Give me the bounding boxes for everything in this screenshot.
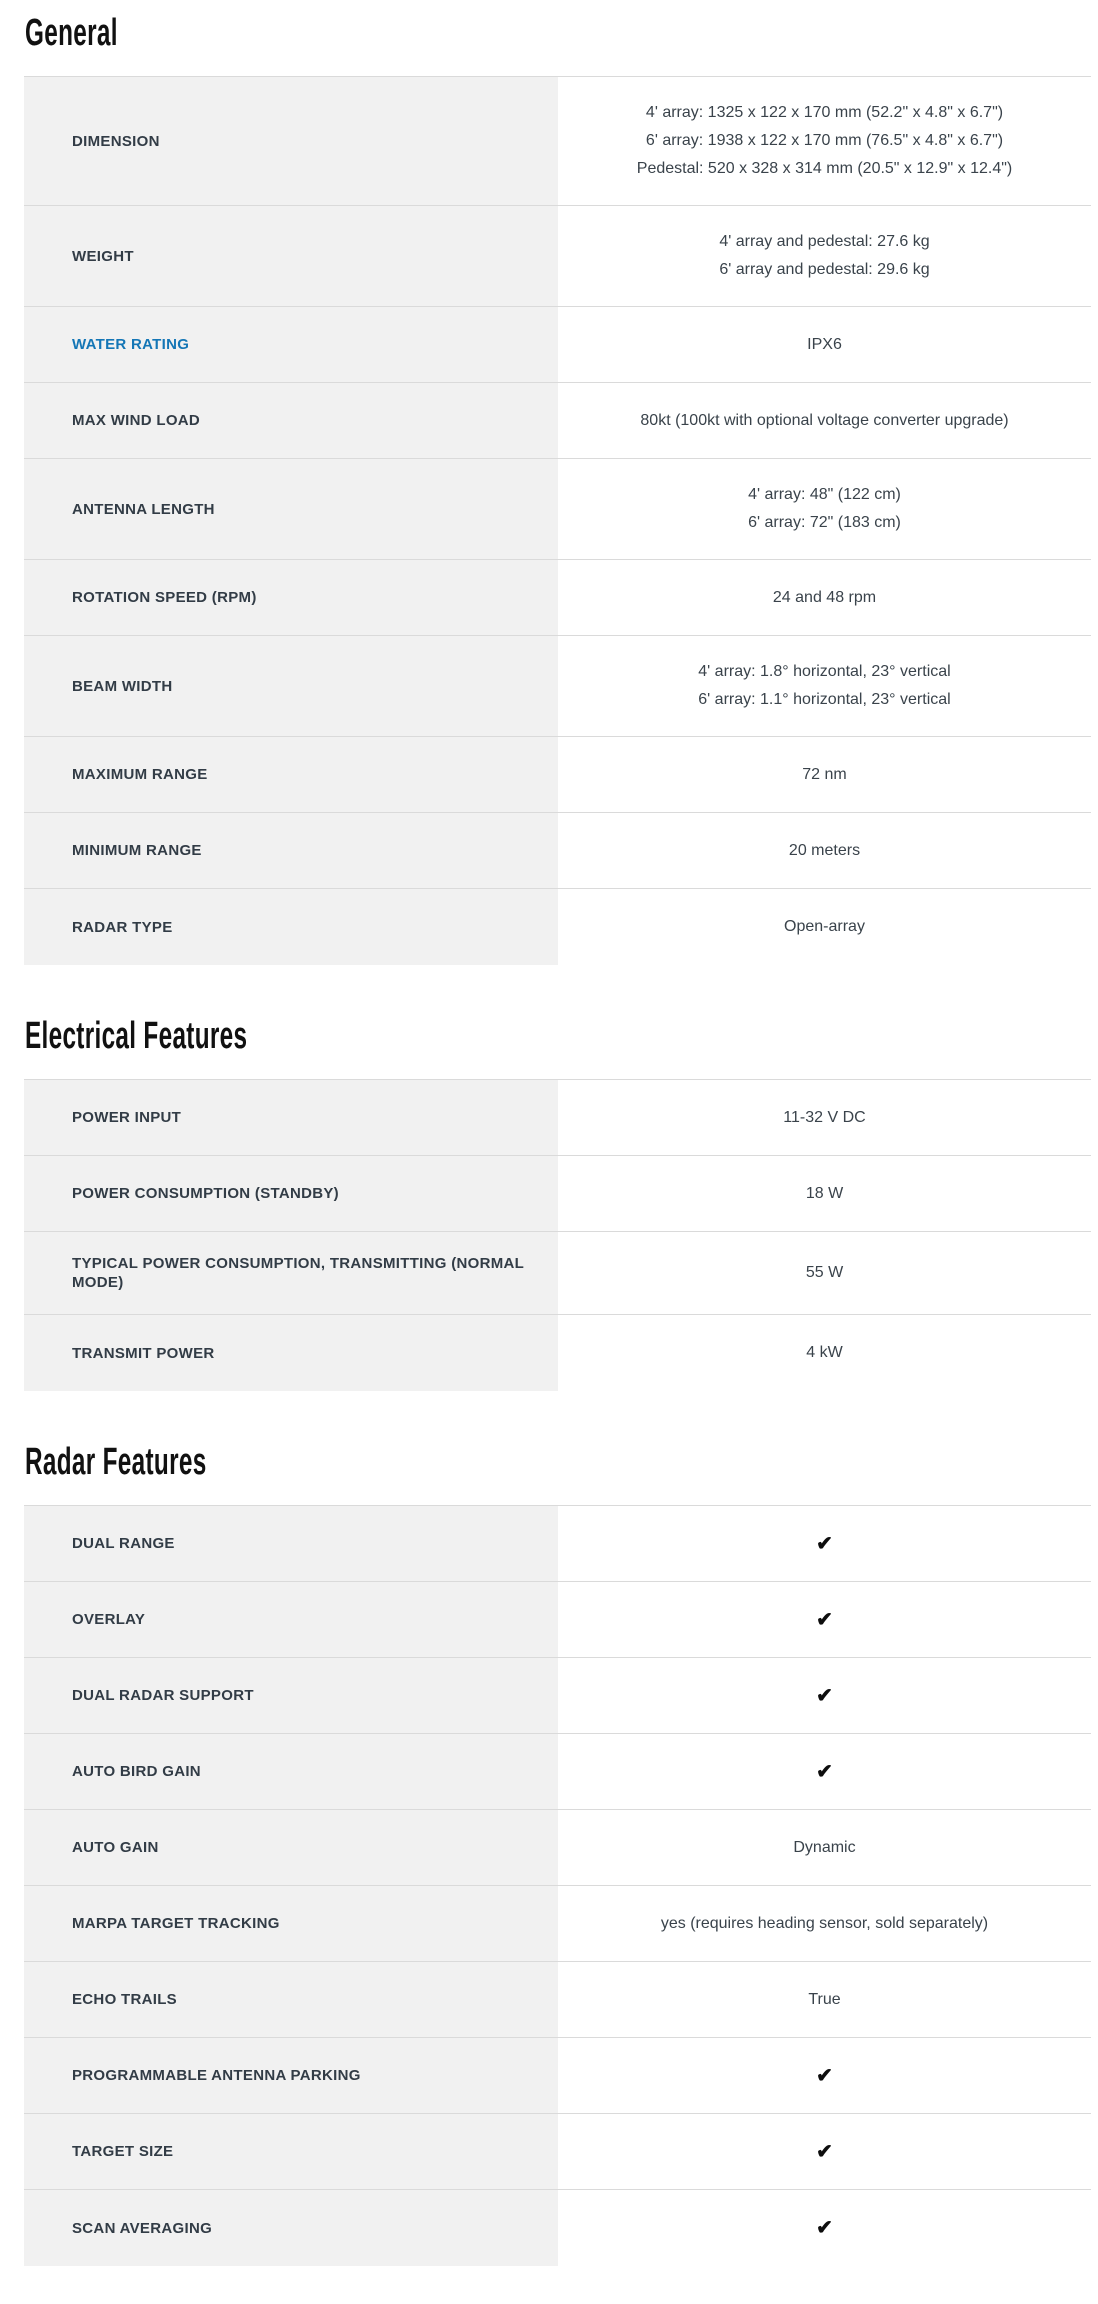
spec-value-cell	[558, 813, 1091, 888]
spec-label-cell	[24, 1232, 558, 1314]
check-icon: ✔	[816, 1760, 833, 1783]
spec-label: TYPICAL POWER CONSUMPTION, TRANSMITTING (NORMAL MODE)	[72, 1255, 524, 1291]
spec-label-cell	[24, 636, 558, 736]
spec-label: AUTO BIRD GAIN	[72, 1763, 201, 1780]
spec-value: 24 and 48 rpm	[772, 588, 877, 606]
spec-value: 80kt (100kt with optional voltage converter upgrade)	[640, 411, 1009, 429]
spec-value-cell	[558, 636, 1091, 736]
spec-value: 4' array and pedestal: 27.6 kg	[719, 233, 930, 250]
spec-value-cell	[558, 383, 1091, 458]
spec-label: ANTENNA LENGTH	[72, 500, 215, 518]
spec-value-cell	[558, 560, 1091, 635]
spec-value-cell	[558, 737, 1091, 812]
spec-label: OVERLAY	[72, 1611, 146, 1628]
check-icon: ✔	[816, 1608, 833, 1631]
table-row	[24, 889, 1091, 965]
spec-label-link[interactable]: WATER RATING	[72, 336, 190, 353]
spec-label-cell	[24, 383, 558, 458]
spec-value-cell	[558, 459, 1091, 559]
spec-value-cell	[558, 2114, 1091, 2189]
spec-label-cell	[24, 889, 558, 965]
spec-label: DIMENSION	[72, 132, 160, 150]
spec-label: DUAL RANGE	[72, 1535, 175, 1552]
spec-value: 4' array: 48" (122 cm)	[748, 486, 901, 503]
spec-label-cell	[24, 1156, 558, 1231]
spec-value-cell	[558, 206, 1091, 306]
spec-value: yes (requires heading sensor, sold separately)	[660, 1914, 989, 1932]
spec-value: IPX6	[807, 335, 842, 353]
spec-value-cell	[558, 1080, 1091, 1155]
table-row	[24, 737, 1091, 813]
spec-label: PROGRAMMABLE ANTENNA PARKING	[72, 2067, 361, 2084]
spec-label-cell	[24, 1962, 558, 2037]
spec-label-cell	[24, 1080, 558, 1155]
spec-value-cell	[558, 1962, 1091, 2037]
spec-value: 6' array and pedestal: 29.6 kg	[719, 261, 930, 278]
spec-label-cell	[24, 1315, 558, 1391]
check-icon: ✔	[816, 1532, 833, 1555]
spec-value: 20 meters	[788, 841, 861, 859]
table-row	[24, 2038, 1091, 2114]
spec-label-cell	[24, 2038, 558, 2113]
table-row	[24, 1315, 1091, 1391]
spec-value: 72 nm	[802, 765, 847, 783]
spec-value-cell	[558, 1156, 1091, 1231]
spec-label-cell	[24, 1658, 558, 1733]
spec-sections	[0, 12, 1098, 2266]
table-row	[24, 459, 1091, 560]
spec-label-cell	[24, 1582, 558, 1657]
spec-section	[0, 12, 1098, 965]
spec-label: POWER CONSUMPTION (STANDBY)	[72, 1185, 339, 1202]
spec-label: SCAN AVERAGING	[72, 2219, 213, 2237]
spec-label: ECHO TRAILS	[72, 1991, 177, 2008]
spec-label: BEAM WIDTH	[72, 677, 173, 695]
spec-value: 55 W	[805, 1264, 844, 1281]
section-title: Electrical Features	[25, 1015, 248, 1057]
check-icon: ✔	[816, 2064, 833, 2087]
spec-value: True	[808, 1990, 841, 2008]
spec-label: MAXIMUM RANGE	[72, 766, 208, 783]
spec-value-cell	[558, 1734, 1091, 1809]
spec-value-cell	[558, 1315, 1091, 1391]
spec-table	[24, 76, 1091, 965]
spec-label: TARGET SIZE	[72, 2143, 174, 2160]
spec-label: MARPA TARGET TRACKING	[72, 1915, 280, 1932]
spec-value: 18 W	[805, 1184, 844, 1202]
table-row	[24, 1734, 1091, 1810]
spec-table	[24, 1505, 1091, 2266]
section-title: General	[25, 12, 118, 54]
spec-label: MAX WIND LOAD	[72, 412, 201, 429]
table-row	[24, 1658, 1091, 1734]
spec-value: 4' array: 1325 x 122 x 170 mm (52.2" x 4.8" x 6.7")	[645, 104, 1004, 121]
spec-value-cell	[558, 307, 1091, 382]
spec-value: 4' array: 1.8° horizontal, 23° vertical	[698, 663, 951, 680]
spec-section	[0, 1441, 1098, 2266]
spec-label-cell	[24, 813, 558, 888]
spec-value-cell	[558, 1886, 1091, 1961]
spec-label-cell	[24, 1810, 558, 1885]
spec-value: 6' array: 1.1° horizontal, 23° vertical	[698, 691, 951, 708]
table-row	[24, 77, 1091, 206]
spec-label-cell	[24, 1506, 558, 1581]
spec-label: POWER INPUT	[72, 1109, 182, 1126]
spec-value-cell	[558, 1232, 1091, 1314]
table-row	[24, 1582, 1091, 1658]
spec-value: 6' array: 72" (183 cm)	[748, 514, 901, 531]
spec-value-cell	[558, 2190, 1091, 2266]
spec-value-cell	[558, 889, 1091, 965]
spec-label: ROTATION SPEED (RPM)	[72, 589, 257, 606]
table-row	[24, 206, 1091, 307]
table-row	[24, 636, 1091, 737]
spec-value-cell	[558, 1658, 1091, 1733]
check-icon: ✔	[816, 1684, 833, 1707]
spec-label: MINIMUM RANGE	[72, 842, 202, 859]
spec-label: AUTO GAIN	[72, 1839, 159, 1856]
spec-label: DUAL RADAR SUPPORT	[72, 1687, 254, 1704]
spec-label: WEIGHT	[72, 247, 134, 265]
spec-value: Open-array	[784, 918, 865, 935]
spec-value: 4 kW	[806, 1344, 843, 1361]
spec-label-cell	[24, 1886, 558, 1961]
spec-value-cell	[558, 1506, 1091, 1581]
spec-value: Dynamic	[793, 1838, 856, 1856]
spec-label-cell	[24, 307, 558, 382]
spec-label-cell	[24, 206, 558, 306]
spec-value: 11-32 V DC	[783, 1108, 866, 1126]
table-row	[24, 560, 1091, 636]
table-row	[24, 813, 1091, 889]
spec-label-cell	[24, 737, 558, 812]
check-icon: ✔	[816, 2217, 833, 2239]
spec-label: RADAR TYPE	[72, 918, 173, 936]
table-row	[24, 307, 1091, 383]
table-row	[24, 383, 1091, 459]
spec-label-cell	[24, 2190, 558, 2266]
spec-label: TRANSMIT POWER	[72, 1344, 215, 1362]
spec-value: Pedestal: 520 x 328 x 314 mm (20.5" x 12.9" x 12.4")	[636, 160, 1013, 177]
table-row	[24, 1810, 1091, 1886]
table-row	[24, 1506, 1091, 1582]
table-row	[24, 1232, 1091, 1315]
table-row	[24, 2190, 1091, 2266]
table-row	[24, 1886, 1091, 1962]
table-row	[24, 2114, 1091, 2190]
check-icon: ✔	[816, 2140, 833, 2163]
spec-table	[24, 1079, 1091, 1391]
table-row	[24, 1080, 1091, 1156]
table-row	[24, 1962, 1091, 2038]
table-row	[24, 1156, 1091, 1232]
spec-value-cell	[558, 77, 1091, 205]
spec-value-cell	[558, 1582, 1091, 1657]
spec-value-cell	[558, 1810, 1091, 1885]
spec-label-cell	[24, 2114, 558, 2189]
spec-label-cell	[24, 560, 558, 635]
spec-section	[0, 1015, 1098, 1391]
spec-label-cell	[24, 77, 558, 205]
spec-value-cell	[558, 2038, 1091, 2113]
section-title: Radar Features	[25, 1441, 207, 1483]
spec-value: 6' array: 1938 x 122 x 170 mm (76.5" x 4.8" x 6.7")	[645, 132, 1004, 149]
spec-label-cell	[24, 1734, 558, 1809]
spec-label-cell	[24, 459, 558, 559]
